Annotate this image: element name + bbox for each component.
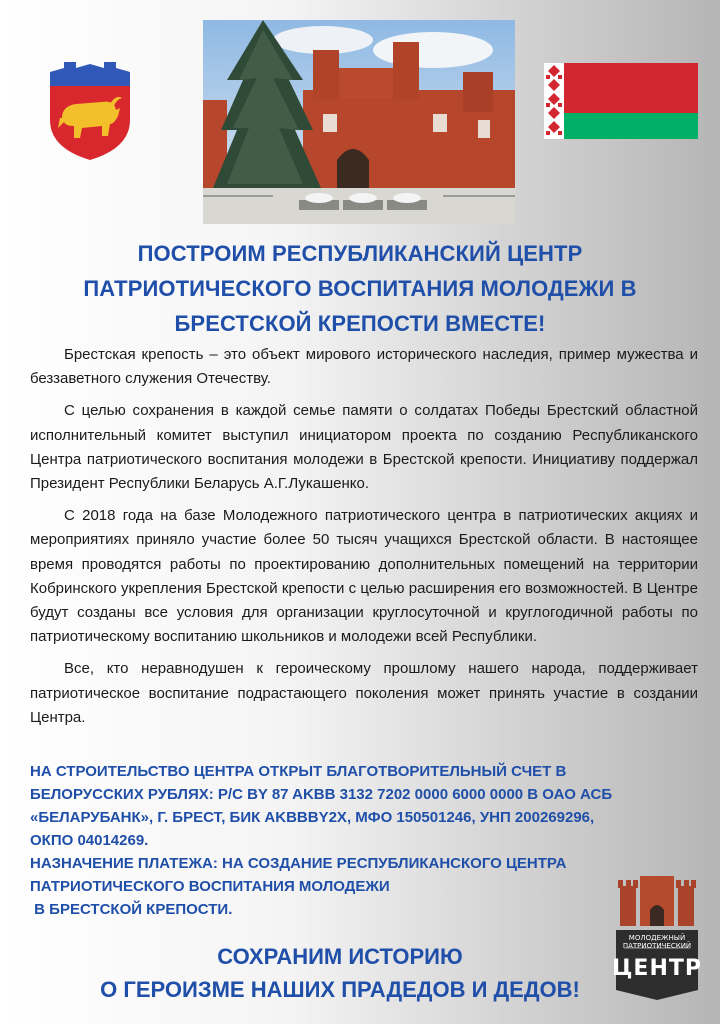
- logo-caption-main: ЦЕНТР: [612, 956, 702, 981]
- payment-purpose-line: В БРЕСТСКОЙ КРЕПОСТИ.: [30, 901, 233, 918]
- brest-fortress-kholm-gate-photo: [203, 20, 515, 224]
- page-title: [40, 236, 680, 341]
- paragraph: Все, кто неравнодушен к героическому прошлому нашего народа, поддерживает патриотическое воспитание подрастающего поколения может принять участие в создании Центра.: [30, 660, 698, 726]
- payment-purpose-line: ПАТРИОТИЧЕСКОГО ВОСПИТАНИЯ МОЛОДЕЖИ: [30, 878, 390, 895]
- brest-coat-of-arms-icon: [44, 58, 136, 162]
- account-details: [30, 760, 670, 921]
- title-line: БРЕСТСКОЙ КРЕПОСТИ ВМЕСТЕ!: [174, 311, 546, 336]
- slogan-line: О ГЕРОИЗМЕ НАШИХ ПРАДЕДОВ И ДЕДОВ!: [100, 977, 580, 1002]
- account-line: БЕЛОРУССКИХ РУБЛЯХ: Р/С BY 87 AKBB 3132 7202 0000 6000 0000 В ОАО АСБ: [30, 786, 613, 803]
- slogan-line: СОХРАНИМ ИСТОРИЮ: [217, 944, 463, 969]
- account-line: «БЕЛАРУБАНК», Г. БРЕСТ, БИК AKBBBY2X, МФО 150501246, УНП 200269296,: [30, 809, 595, 826]
- account-line: ОКПО 04014269.: [30, 832, 149, 849]
- logo-caption-small: МОЛОДЕЖНЫЙ ПАТРИОТИЧЕСКИЙ: [622, 934, 692, 950]
- body-text: [30, 343, 698, 738]
- paragraph: С 2018 года на базе Молодежного патриотического центра в патриотических акциях и мероприятиях приняло участие более 50 тысяч учащихся Брестской области. В настоящее время проводятся работы по проектированию дополнительных помещений на территории Кобринского укрепления Брестской крепости с целью расширения его возможностей. В Центре будут созданы все условия для организации круглосуточной и круглогодичной работы по патриотическому воспитанию школьников и молодежи всей Республики.: [30, 507, 698, 646]
- youth-patriotic-center-logo: [612, 876, 702, 1002]
- title-line: ПОСТРОИМ РЕСПУБЛИКАНСКИЙ ЦЕНТР: [137, 241, 583, 266]
- paragraph: Брестская крепость – это объект мирового исторического наследия, пример мужества и беззаветного служения Отечеству.: [30, 346, 698, 388]
- title-line: ПАТРИОТИЧЕСКОГО ВОСПИТАНИЯ МОЛОДЕЖИ В: [83, 276, 637, 301]
- paragraph: С целью сохранения в каждой семье памяти о солдатах Победы Брестский областной исполнительный комитет выступил инициатором проекта по созданию Республиканского Центра патриотического воспитания молодежи в Брестской крепости. Инициативу поддержал Президент Республики Беларусь А.Г.Лукашенко.: [30, 402, 698, 493]
- account-line: НА СТРОИТЕЛЬСТВО ЦЕНТРА ОТКРЫТ БЛАГОТВОРИТЕЛЬНЫЙ СЧЕТ В: [30, 763, 567, 780]
- payment-purpose-line: НАЗНАЧЕНИЕ ПЛАТЕЖА: НА СОЗДАНИЕ РЕСПУБЛИКАНСКОГО ЦЕНТРА: [30, 855, 567, 872]
- slogan: [40, 940, 640, 1006]
- belarus-flag-icon: [544, 63, 698, 139]
